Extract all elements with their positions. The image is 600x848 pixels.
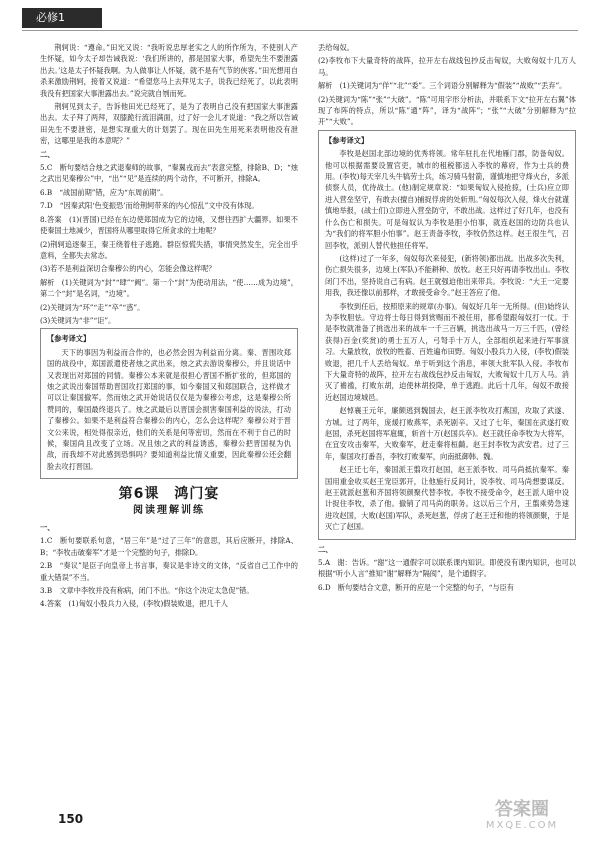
answer-item: 6.B “战国前期”错，应为“东周前期”。 <box>40 187 168 197</box>
passage-paragraph: 荆轲见到太子，告诉他田光已经死了，是为了表明自己没有把国家大事泄露出去。太子拜了两拜，双膝跪行流泪满面，过了好一会儿才说道：“我之所以告诫田先生不要泄密，是想实现重大的计划罢了。现在田先生用死来表明他没有泄密，这哪里是我的本意呢？” <box>40 102 298 146</box>
watermark-text: 答案圈 <box>495 799 549 820</box>
reference-translation-box <box>318 130 576 540</box>
reference-translation-box <box>40 328 298 479</box>
section-subtitle: 阅读理解训练 <box>133 504 205 516</box>
section-label: 二、 <box>40 149 55 159</box>
translation-text: 天下的事因为利益而合作的，也必然会因为利益而分离。秦、晋围攻郑国的战役中，郑国派遣使者烛之武出来，烛之武去游说秦穆公，并且说话中又表现出对郑国的同情。秦穆公本来就是很担心晋国不断扩张的，但郑国的烛之武说出秦国帮助晋国攻打郑国的事，如今秦国又和郑国联合，这样做才可以让秦国撤军。然而烛之武开始说话仅仅是为秦穆公考虑，这是秦穆公所赞同的，秦国最终退兵了。烛之武最后以晋国会损害秦国利益的说法，打动了秦穆公。如果不是利益符合秦穆公的内心，怎么会这样呢？秦穆公对于晋文公来说，相处得很亲近，他们的关系是何等密切，然而在不利于自己的时候，秦国尚且改变了立场。况且烛之武的利益诱惑，秦穆公把晋国视为仇敌，而我却不对此感到恐惧吗？要知道利益比情义重要，因此秦穆公还会翻脸去攻打晋国。 <box>47 347 291 471</box>
right-column <box>318 42 576 595</box>
answer-item: 7.D “因秦武阳‘色变振恐’而给荆轲带来的内心惊乱”文中没有体现。 <box>40 201 259 211</box>
answer-item: 6.D 断句要结合文意，断开的应是一个完整的句子，“与臣有 <box>318 582 514 592</box>
ref-title: 【参考译文】 <box>47 334 91 344</box>
lesson-title: 第6课 鸿门宴 <box>118 486 220 503</box>
page-number: 150 <box>58 812 84 826</box>
answer-continued: (2)李牧布下大量奇特的战阵，拉开左右战线包抄反击匈奴，大败匈奴十几万人马。 <box>318 56 576 77</box>
answer-item: 4.答案 (1)匈奴小股兵力入侵，(李牧)假装败退，把几千人 <box>40 599 228 609</box>
answer-item: (2)荆轲追逐秦王，秦王绕着柱子逃跑。群臣惊慌失措，事情突然发生，完全出乎意料，全都失去常态。 <box>40 239 298 260</box>
book-tag: 必修1 <box>22 8 102 28</box>
translation-paragraph: 李牧是赵国北部边境的优秀将领。常年驻扎在代地雁门郡，防备匈奴。他可以根据需要设置官吏，城市的租税都送入李牧的幕府，作为士兵的费用。(李牧)每天宰几头牛犒劳士兵，练习骑马射箭，谨慎地把守烽火台，多派侦察人员，优待战士。(他)制定规章说：“如果匈奴入侵抢掠，(士兵)应立即进入营垒坚守，有敢去(擅自)捕捉俘虏的处斩刑。”匈奴每次入侵，烽火台就谨慎地举报，(战士们)立即进入营垒防守，不敢出战。这样过了好几年，也没有什么伤亡和损失。可是匈奴认为李牧是胆小怕事，就连赵国的边防兵也认为“我们的将军胆小怕事”。赵王责备李牧，李牧仍然这样。赵王很生气，召回李牧，派别人替代他担任将军。 <box>325 149 569 250</box>
explain-item: 解析 (1)关键词为“佯”“北”“委”。三个词语分别解释为“假装”“战败”“丢弃”。 <box>318 81 567 91</box>
explain-item: (2)关键词为“环”“走”“卒”“惑”。 <box>40 302 145 312</box>
passage-paragraph: 荆轲说：“遵命。”田光又说：“我听说忠厚老实之人的所作所为，不使别人产生怀疑，如今太子却告诫我说：‘我们所讲的，都是国家大事，希望先生不要泄露出去。’这是太子怀疑我啊。为人做事让人怀疑，就不是有气节的侠客。”田光想用自杀来激励荆轲，接着又说道：“希望您马上去拜见太子，说我已经死了，以此表明我没有把国家大事泄露出去。”说完就自刎而死。 <box>40 43 298 98</box>
watermark-logo <box>462 800 582 838</box>
left-column <box>40 42 298 612</box>
answer-item: (3)若不是利益深切合秦穆公的内心，怎能会像这样呢？ <box>40 264 216 274</box>
answer-continued: 丢给匈奴。 <box>318 43 354 52</box>
answer-item: 2.B “奏议”是臣子向皇帝上书言事，奏议是非诗文的文体，“反省自己工作中的重大错误”不当。 <box>40 561 298 582</box>
watermark-url: MXQE.COM <box>485 820 559 831</box>
section-label: 二、 <box>318 544 333 554</box>
translation-paragraph: 赵悼襄王元年，廉颇逃到魏国去，赵王派李牧攻打燕国，攻取了武遂、方城。过了两年，庞煖打败燕军，杀死剧辛。又过了七年，秦国在武遂打败赵国，杀死赵国将军扈辄，斩首十万(赵国兵卒)。赵王就任命李牧为大将军，在宜安攻击秦军，大败秦军，赶走秦将桓齮。赵王封李牧为武安君。过了三年，秦国攻打番吾，李牧打败秦军，向南抵御韩、魏。 <box>325 406 569 461</box>
section-label: 一、 <box>40 523 55 533</box>
translation-paragraph: 李牧到任后，按照原来的规章(办事)。匈奴好几年一无所得。(但)始终认为李牧胆怯。守边将士每日得到赏赐而不被任用，都希望跟匈奴打一仗。于是李牧就准备了挑选出来的战车一千三百辆，挑选出战马一万三千匹，(曾经获得)百金(奖赏)的勇士五万人，弓弩手十万人，全部组织起来进行军事演习。大量放牧，放牧的牲畜、百姓遍布田野。匈奴小股兵力入侵，(李牧)假装败退，把几千人丢给匈奴。单于听到这个消息，率领大批军队入侵。李牧布下大量奇特的战阵，拉开左右战线包抄反击匈奴，大败匈奴十几万人马。消灭了襜褴，打败东胡，迫使林胡投降，单于逃跑。此后十几年，匈奴不敢接近赵国边境城邑。 <box>325 301 569 402</box>
answer-item: 1.C 断句要联系句意，“居三年”是“过了三年”的意思，其后应断开，排除A、B；“李牧击破秦军”才是一个完整的句子，排除D。 <box>40 536 298 557</box>
answer-item: 5.C 断句要结合烛之武退秦师的故事，“秦翼戎而去”表意完整，排除B、D；“烛之武出见秦穆公”中，“出”“见”是连续的两个动作，不可断开，排除A。 <box>40 163 298 184</box>
ref-title: 【参考译文】 <box>325 135 369 145</box>
answer-item: 5.A 谢：告诉。“谢”这一通假字可以联系课内知识。即使没有课内知识，也可以根据“听小人言”推知“谢”解释为“隔阂”，是个通假字。 <box>318 558 576 579</box>
answer-item: 8.答案 (1)(晋国)已经在东边使郑国成为它的边境，又想往西扩大疆界。如果不使秦国土地减少，晋国将从哪里取得它所贪求的土地呢？ <box>40 214 298 236</box>
explain-item: (2)关键词为“陈”“张”“大破”。“陈”可用字形分析法，并联系下文“拉开左右翼”体现了布阵的特点，所以“陈”通“阵”，译为“战阵”；“张”“大破”分别解释为“拉开”“大败”。 <box>318 94 576 127</box>
header-rule <box>22 30 578 31</box>
explain-item: (3)关键词为“非”“讵”。 <box>40 315 116 325</box>
explain-item: 解析 (1)关键词为“封”“肆”“阙”。第一个“封”为使动用法，“使……成为边境”，第二个“封”是名词，“边境”。 <box>40 277 298 299</box>
answer-item: 3.B 文章中李牧并没有称病，闭门不出。“你这个决定太急促”错。 <box>40 586 254 596</box>
translation-paragraph: (这样)过了一年多，匈奴每次来侵犯，(新将领)都出战。出战多次失利，伤亡损失很多，边境上(军队)不能耕种、放牧。赵王只好再请李牧出山。李牧闭门不出，坚持说自己有病。赵王就强迫他出来带兵。李牧说：“大王一定要用我，我还像以前那样，才敢接受命令。”赵王答应了他。 <box>325 253 569 298</box>
translation-paragraph: 赵王迁七年，秦国派王翦攻打赵国，赵王派李牧、司马尚抵抗秦军。秦国用重金收买赵王宠臣郭开，让他施行反间计，说李牧、司马尚想要谋反。赵王就派赵葱和齐国将领颜聚代替李牧。李牧不接受命令，赵王派人暗中设计捉住李牧，杀了他。撤销了司马尚的职务。这以后三个月，王翦乘势急速进攻赵国，大败(赵国)军队，杀死赵葱，俘虏了赵王迁和他的将领颜聚，于是灭亡了赵国。 <box>325 465 569 532</box>
